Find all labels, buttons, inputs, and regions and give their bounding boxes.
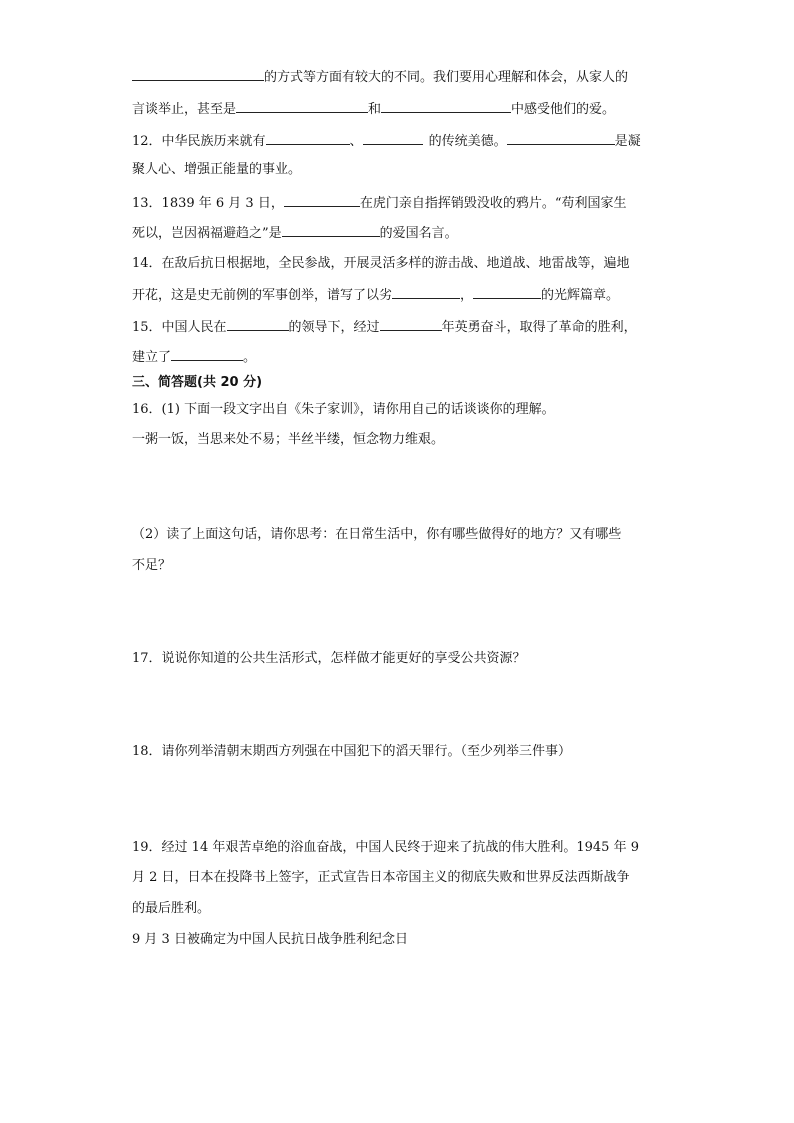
q14-blank-2[interactable] [473,284,541,299]
q15-line-1 [132,316,637,338]
q14-blank-1[interactable] [392,284,460,299]
q13-blank-1[interactable] [284,192,360,207]
q11-line-2 [132,98,615,120]
q17-prompt: 17．说说你知道的公共生活形式，怎样做才能更好的享受公共资源？ [132,651,526,666]
q15-text: 的领导下，经过 [288,320,380,335]
q19-line-1: 19．经过 14 年艰苦卓绝的浴血奋战，中国人民终于迎来了抗战的伟大胜利。1945 年 9 [132,840,639,855]
q19-line-3: 的最后胜利。 [132,901,211,916]
q11-text: 言谈举止，甚至是 [132,102,237,117]
q12-blank-2[interactable] [363,130,423,145]
q13-blank-2[interactable] [282,222,380,237]
q19-line-4: 9 月 3 日被确定为中国人民抗日战争胜利纪念日 [132,932,408,947]
q14-line-2 [132,284,619,306]
q12-text: 是凝 [614,134,641,149]
q13-line-2 [132,222,458,244]
q14-text: 开花，这是史无前例的军事创举，谱写了以劣 [132,288,393,303]
q11-text: 的方式等方面有较大的不同。我们要用心理解和体会，从家人的 [264,70,629,85]
q12-text: 聚人心、增强正能量的事业。 [132,162,302,177]
q15-blank-1[interactable] [227,316,289,331]
q16-part2-line-2: 不足？ [132,558,172,573]
q14-text: ， [460,288,474,303]
q14-text: 的光辉篇章。 [541,288,620,303]
q12-blank-3[interactable] [507,130,615,145]
q16-part2-line-1: （2）读了上面这句话，请你思考：在日常生活中，你有哪些做得好的地方？又有哪些 [132,527,622,542]
q13-text: 的爱国名言。 [379,226,458,241]
q16-prompt: 16．(1) 下面一段文字出自《朱子家训》，请你用自己的话谈谈你的理解。 [132,402,555,417]
q12-text: 12．中华民族历来就有 [132,134,266,149]
q15-blank-2[interactable] [380,316,442,331]
q14-line-1 [132,254,630,274]
q12-line-2 [132,160,301,180]
q19-line-2: 月 2 日，日本在投降书上签字，正式宣告日本帝国主义的彻底失败和世界反法西斯战争 [132,870,630,885]
q15-text: 年英勇奋斗，取得了革命的胜利， [441,320,637,335]
q11-text: 和 [368,102,382,117]
q13-line-1 [132,192,627,214]
q13-text: 在虎门亲自指挥销毁没收的鸦片。“苟利国家生 [359,196,627,211]
q14-text: 14．在敌后抗日根据地，全民参战，开展灵活多样的游击战、地道战、地雷战等，遍地 [132,256,630,271]
section-heading: 三、简答题(共 20 分) [132,375,263,390]
q12-text: 的传统美德。 [428,134,507,149]
q12-blank-1[interactable] [266,130,350,145]
q13-text: 13．1839 年 6 月 3 日， [132,196,284,211]
q15-text: 15．中国人民在 [132,320,227,335]
q15-blank-3[interactable] [171,346,243,361]
q11-blank-1[interactable] [132,66,264,81]
q15-text: 建立了 [132,350,172,365]
q16-quote: 一粥一饭，当思来处不易；半丝半缕，恒念物力维艰。 [132,432,445,447]
q11-blank-2[interactable] [236,98,368,113]
q13-text: 死以，岂因祸福避趋之”是 [132,226,282,241]
q15-text: 。 [243,350,257,365]
q11-text: 中感受他们的爱。 [511,102,616,117]
q11-blank-3[interactable] [381,98,511,113]
q11-line-1 [132,66,628,88]
q12-line-1 [132,130,641,152]
q18-prompt: 18．请你列举清朝末期西方列强在中国犯下的滔天罪行。（至少列举三件事） [132,744,572,759]
q15-line-2 [132,346,256,368]
q12-text: 、 [349,134,363,149]
